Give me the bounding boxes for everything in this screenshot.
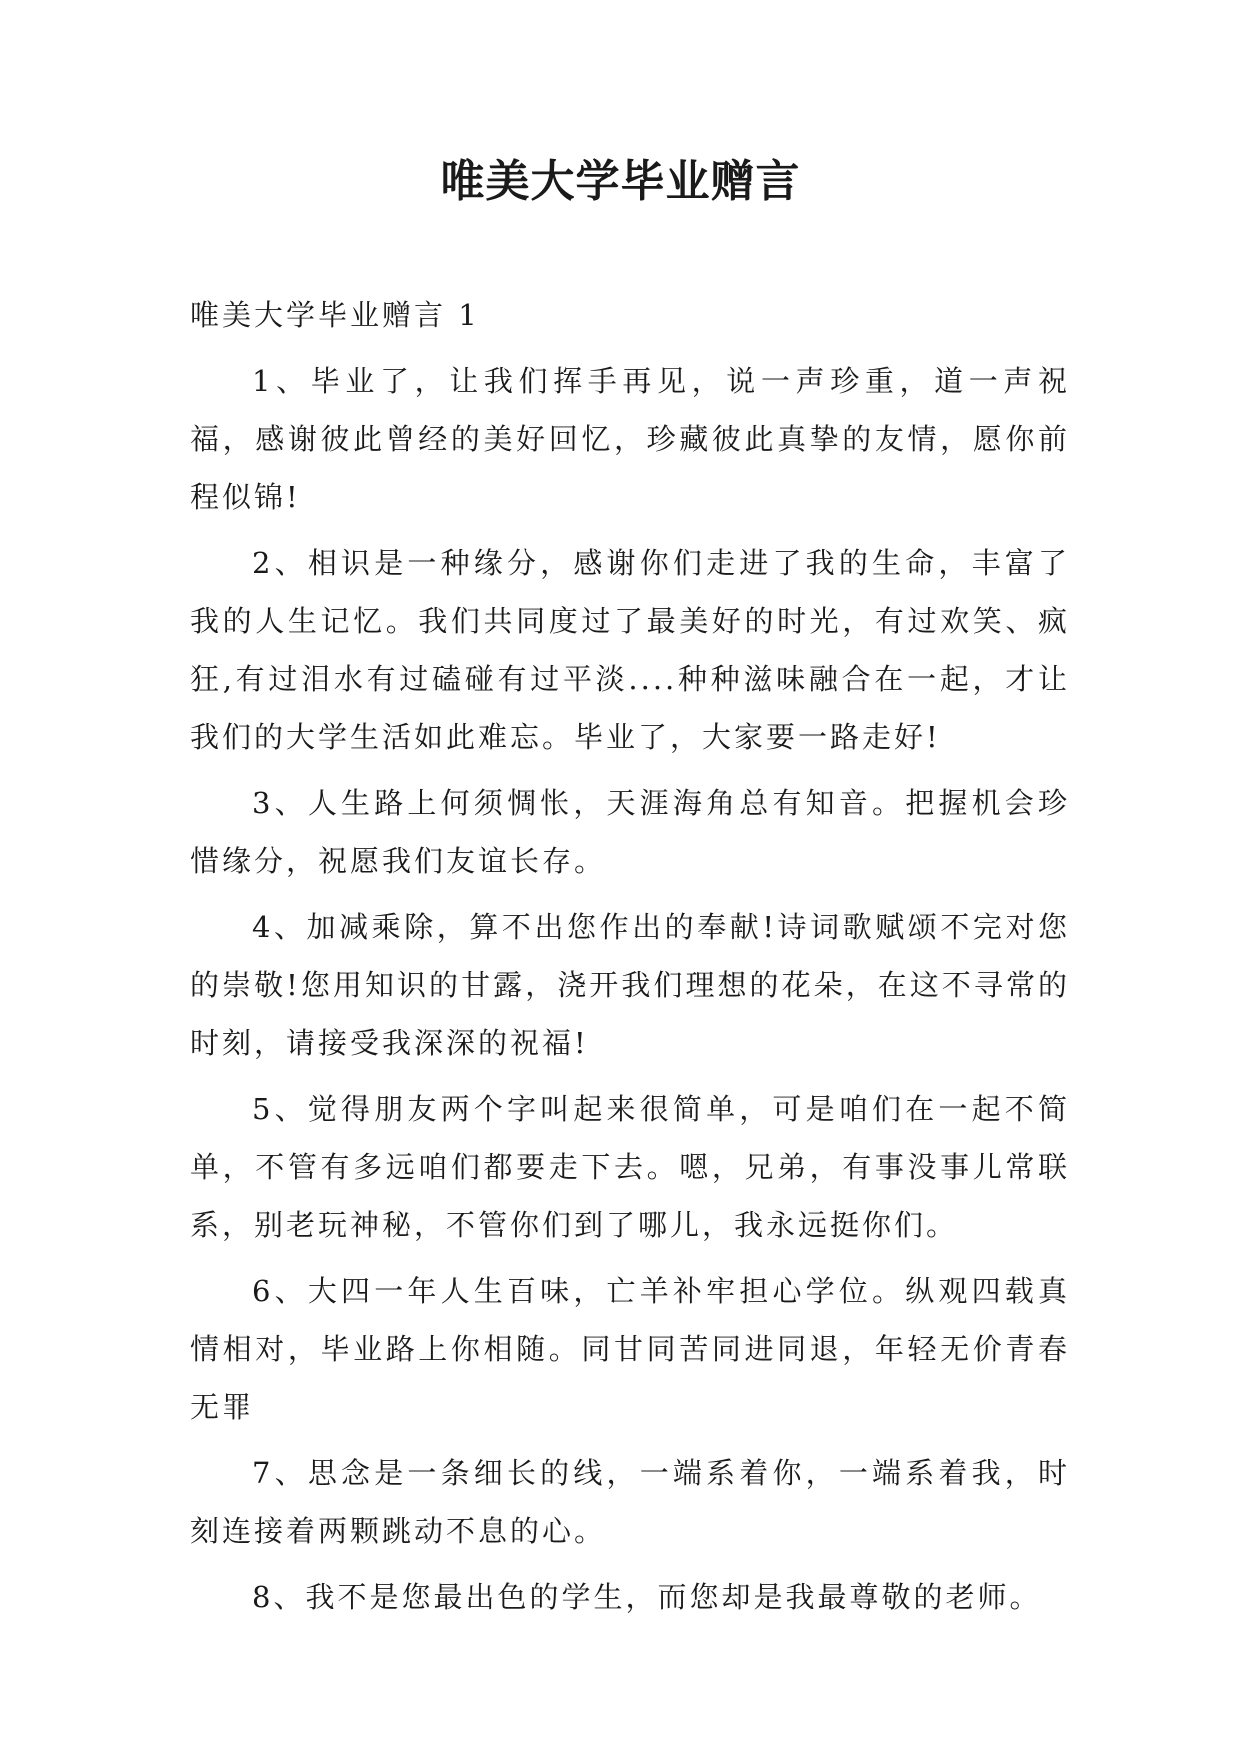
document-title: 唯美大学毕业赠言 [440,156,801,207]
section-heading: 唯美大学毕业赠言 1 [190,298,480,332]
paragraph: 3、人生路上何须惆怅，天涯海角总有知音。把握机会珍惜缘分，祝愿我们友谊长存。 [190,786,1070,878]
paragraph: 7、思念是一条细长的线，一端系着你，一端系着我，时刻连接着两颗跳动不息的心。 [190,1456,1070,1548]
paragraph: 1、毕业了，让我们挥手再见，说一声珍重，道一声祝福，感谢彼此曾经的美好回忆，珍藏彼此真挚的友情，愿你前程似锦! [190,364,1070,514]
paragraph: 2、相识是一种缘分，感谢你们走进了我的生命，丰富了我的人生记忆。我们共同度过了最美好的时光，有过欢笑、疯狂,有过泪水有过磕碰有过平淡....种种滋味融合在一起，才让我们的大学生活如此难忘。毕业了，大家要一路走好! [190,546,1070,754]
paragraph: 5、觉得朋友两个字叫起来很简单，可是咱们在一起不简单，不管有多远咱们都要走下去。嗯，兄弟，有事没事儿常联系，别老玩神秘，不管你们到了哪儿，我永远挺你们。 [190,1092,1070,1242]
paragraph: 8、我不是您最出色的学生，而您却是我最尊敬的老师。 [252,1580,1042,1614]
paragraph: 6、大四一年人生百味，亡羊补牢担心学位。纵观四载真情相对，毕业路上你相随。同甘同苦同进同退，年轻无价青春无罪 [190,1274,1070,1424]
paragraph: 4、加减乘除，算不出您作出的奉献!诗词歌赋颂不完对您的崇敬!您用知识的甘露，浇开我们理想的花朵，在这不寻常的时刻，请接受我深深的祝福! [190,910,1070,1060]
document-body [190,286,1070,1634]
